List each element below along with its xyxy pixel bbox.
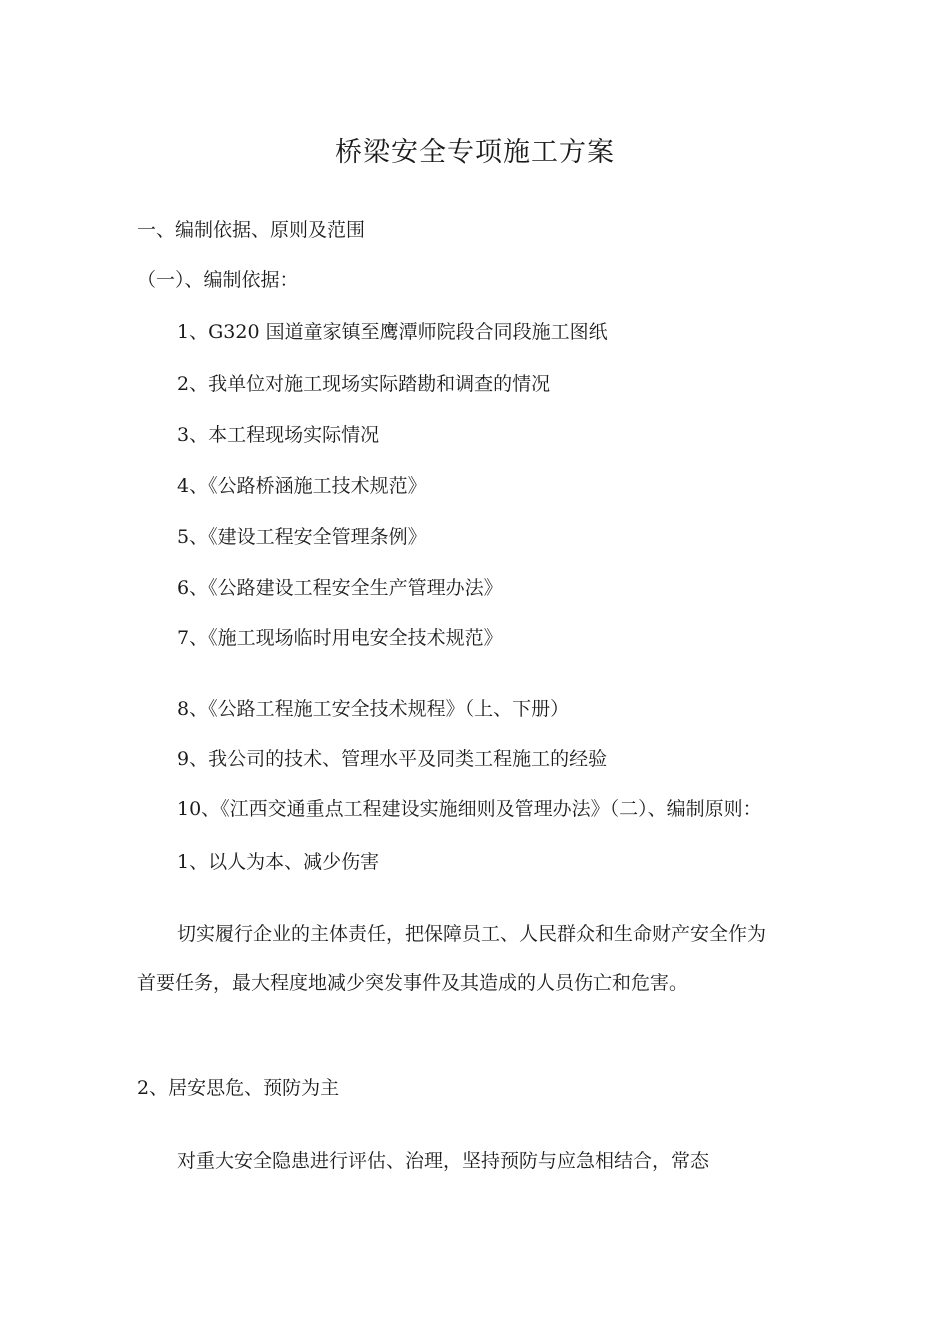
principle-2-heading: 2、居安思危、预防为主 (137, 1077, 340, 1099)
basis-item-2: 2、我单位对施工现场实际踏勘和调查的情况 (177, 373, 551, 395)
subsection-heading-basis: （一）、编制依据： (137, 269, 299, 291)
basis-item-4: 4、《公路桥涵施工技术规范》 (177, 475, 427, 497)
basis-item-3: 3、本工程现场实际情况 (177, 424, 380, 446)
basis-item-10: 10、《江西交通重点工程建设实施细则及管理办法》（二）、编制原则： (177, 798, 762, 820)
section-heading-basis: 一、编制依据、原则及范围 (137, 219, 366, 241)
basis-item-8: 8、《公路工程施工安全技术规程》（上、下册） (177, 698, 570, 720)
principle-1-text-line-1: 切实履行企业的主体责任，把保障员工、人民群众和生命财产安全作为 (177, 923, 767, 945)
basis-item-7: 7、《施工现场临时用电安全技术规范》 (177, 627, 503, 649)
basis-item-6: 6、《公路建设工程安全生产管理办法》 (177, 577, 503, 599)
basis-item-1: 1、G320 国道童家镇至鹰潭师院段合同段施工图纸 (177, 321, 608, 343)
document-title: 桥梁安全专项施工方案 (335, 137, 615, 168)
principle-1-heading: 1、以人为本、减少伤害 (177, 851, 380, 873)
basis-item-9: 9、我公司的技术、管理水平及同类工程施工的经验 (177, 748, 608, 770)
basis-item-5: 5、《建设工程安全管理条例》 (177, 526, 427, 548)
principle-2-text-line-1: 对重大安全隐患进行评估、治理，坚持预防与应急相结合，常态 (177, 1150, 710, 1172)
principle-1-text-line-2: 首要任务，最大程度地减少突发事件及其造成的人员伤亡和危害。 (137, 972, 689, 994)
